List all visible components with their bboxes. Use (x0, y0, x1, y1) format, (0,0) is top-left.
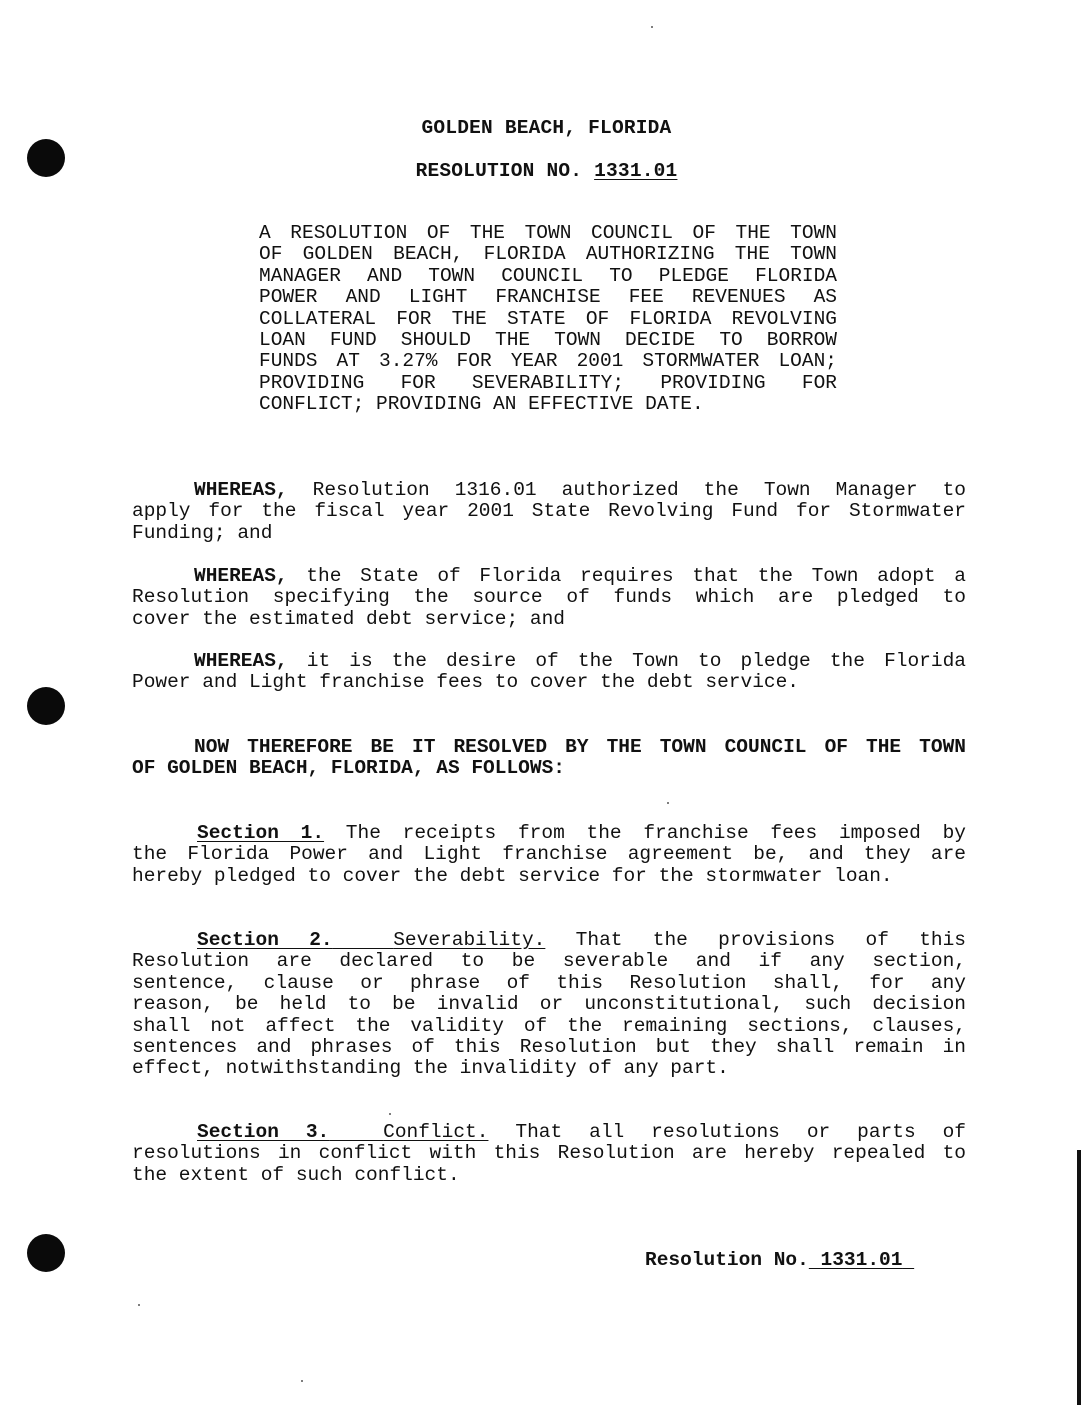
scan-speck (667, 802, 669, 804)
scan-speck (138, 1304, 140, 1306)
section-text: the Florida Power and Light franchise agreement be, and they are (132, 843, 966, 866)
scan-speck (651, 26, 653, 28)
clause-text: Resolution specifying the source of funds which are pledged to (132, 586, 966, 609)
whereas-lead: WHEREAS, (194, 565, 288, 587)
section-text: resolutions in conflict with this Resolution are hereby repealed to (132, 1142, 966, 1165)
abstract-line: CONFLICT; PROVIDING AN EFFECTIVE DATE. (259, 393, 704, 416)
section-1 (132, 823, 966, 887)
footer-resolution-number (645, 1249, 914, 1271)
section-text: sentences and phrases of this Resolution but they shall remain in (132, 1036, 966, 1059)
section-text: hereby pledged to cover the debt service for the stormwater loan. (132, 864, 893, 887)
abstract-line: A RESOLUTION OF THE TOWN COUNCIL OF THE TOWN (259, 222, 837, 244)
scan-edge-line (1077, 1150, 1081, 1405)
resolution-number: 1331.01 (594, 160, 678, 182)
section-text: the extent of such conflict. (132, 1163, 460, 1186)
section-text: The receipts from the franchise fees imposed by (345, 822, 966, 844)
section-text: That all resolutions or parts of (515, 1121, 966, 1143)
section-text: shall not affect the validity of the remaining sections, clauses, (132, 1014, 966, 1037)
whereas-clause (132, 480, 966, 544)
whereas-clause (132, 651, 966, 694)
section-heading: Section 3. (197, 1121, 330, 1143)
punch-hole (27, 1234, 65, 1272)
abstract-line: LOAN FUND SHOULD THE TOWN DECIDE TO BORROW (259, 329, 837, 352)
clause-text: apply for the fiscal year 2001 State Revolving Fund for Stormwater (132, 500, 966, 523)
resolved-clause (132, 737, 966, 780)
abstract-line: OF GOLDEN BEACH, FLORIDA AUTHORIZING THE TOWN (259, 243, 837, 266)
scan-speck (389, 1113, 391, 1115)
section-title: Severability. (393, 929, 546, 951)
whereas-lead: WHEREAS, (194, 650, 288, 672)
section-title: Conflict. (383, 1121, 489, 1143)
clause-text: the State of Florida requires that the Town adopt a (306, 565, 966, 587)
section-text: reason, be held to be invalid or unconstitutional, such decision (132, 993, 966, 1016)
clause-text: Power and Light franchise fees to cover the debt service. (132, 671, 800, 694)
abstract-line: COLLATERAL FOR THE STATE OF FLORIDA REVOLVING (259, 307, 837, 330)
section-heading: Section 2. (197, 929, 333, 951)
abstract-line: FUNDS AT 3.27% FOR YEAR 2001 STORMWATER LOAN; (259, 350, 837, 373)
resolved-text: NOW THEREFORE BE IT RESOLVED BY THE TOWN COUNCIL OF THE TOWN (194, 736, 966, 758)
whereas-clause (132, 566, 966, 630)
section-text: Resolution are declared to be severable and if any section, (132, 950, 966, 973)
section-text: That the provisions of this (575, 929, 967, 951)
resolution-abstract (259, 223, 837, 416)
clause-text: cover the estimated debt service; and (132, 607, 565, 630)
abstract-line: MANAGER AND TOWN COUNCIL TO PLEDGE FLORIDA (259, 264, 837, 287)
footer-label: Resolution No. (645, 1249, 809, 1271)
section-3 (132, 1122, 966, 1186)
footer-number: 1331.01 (820, 1249, 903, 1271)
whereas-lead: WHEREAS, (194, 479, 288, 501)
section-heading: Section 1. (197, 822, 325, 844)
section-text: effect, notwithstanding the invalidity of any part. (132, 1057, 729, 1080)
scan-speck (301, 1380, 303, 1382)
section-text: sentence, clause or phrase of this Resolution shall, for any (132, 971, 966, 994)
section-2 (132, 930, 966, 1080)
abstract-line: PROVIDING FOR SEVERABILITY; PROVIDING FOR (259, 371, 837, 394)
resolved-text: OF GOLDEN BEACH, FLORIDA, AS FOLLOWS: (132, 757, 565, 780)
punch-hole (27, 687, 65, 725)
resolution-title (2, 160, 1089, 182)
municipality-title: GOLDEN BEACH, FLORIDA (421, 117, 672, 139)
clause-text: Funding; and (132, 521, 273, 544)
clause-text: it is the desire of the Town to pledge the Florida (306, 650, 966, 672)
clause-text: Resolution 1316.01 authorized the Town Manager to (312, 479, 966, 501)
abstract-line: POWER AND LIGHT FRANCHISE FEE REVENUES AS (259, 286, 837, 309)
resolution-label: RESOLUTION NO. (415, 160, 583, 182)
